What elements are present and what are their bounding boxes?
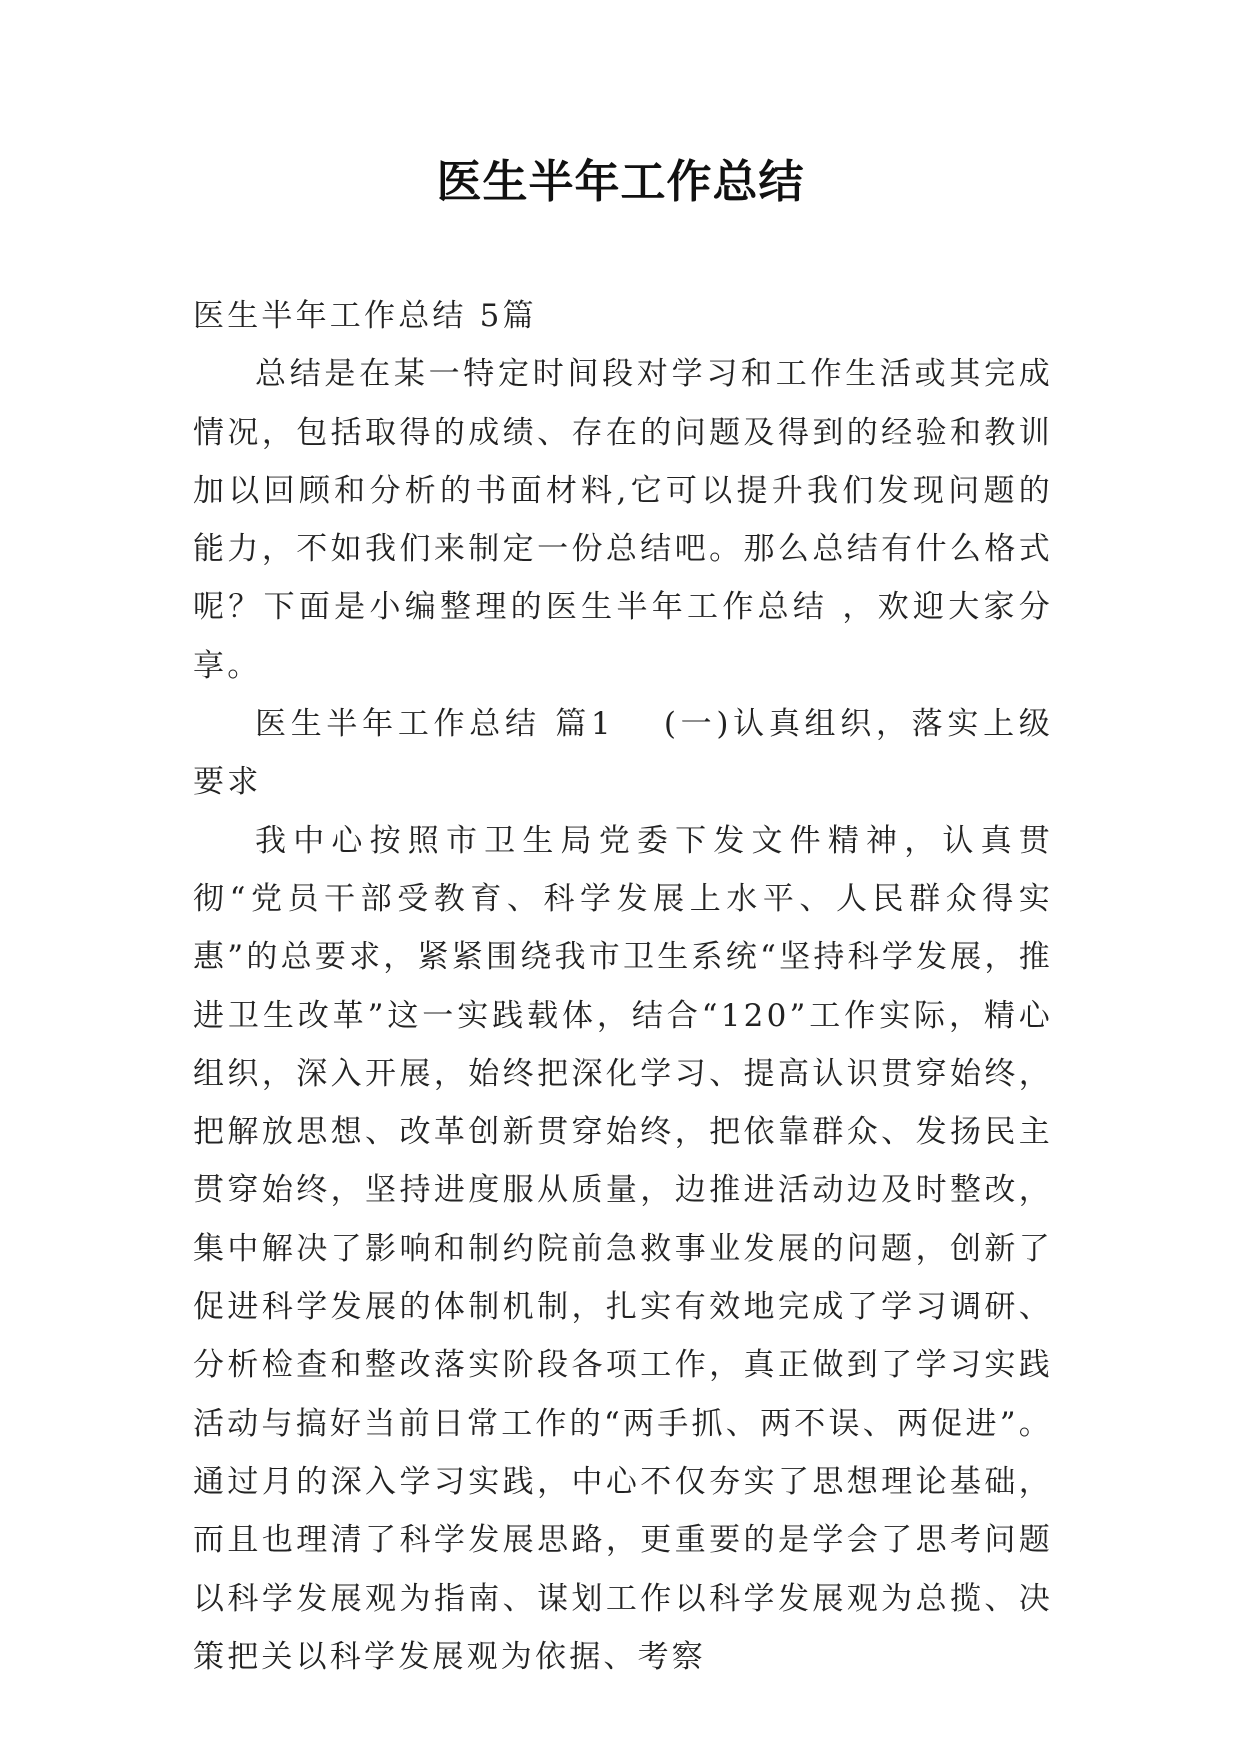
section-label: 医生半年工作总结 篇1 <box>255 706 614 743</box>
section-heading-line <box>193 695 1053 812</box>
section-body-paragraph: 我中心按照市卫生局党委下发文件精神，认真贯彻“党员干部受教育、科学发展上水平、人民群众得实惠”的总要求，紧紧围绕我市卫生系统“坚持科学发展，推进卫生改革”这一实践载体，结合“120”工作实际，精心组织，深入开展，始终把深化学习、提高认识贯穿始终，把解放思想、改革创新贯穿始终，把依靠群众、发扬民主贯穿始终，坚持进度服从质量，边推进活动边及时整改，集中解决了影响和制约院前急救事业发展的问题，创新了促进科学发展的体制机制，扎实有效地完成了学习调研、分析检查和整改落实阶段各项工作，真正做到了学习实践活动与搞好当前日常工作的“两手抓、两不误、两促进”。通过月的深入学习实践，中心不仅夯实了思想理论基础，而且也理清了科学发展思路，更重要的是学会了思考问题以科学发展观为指南、谋划工作以科学发展观为总揽、决策把关以科学发展观为依据、考察 <box>193 822 1053 1675</box>
intro-paragraph: 总结是在某一特定时间段对学习和工作生活或其完成情况，包括取得的成绩、存在的问题及得到的经验和教训加以回顾和分析的书面材料,它可以提升我们发现问题的能力，不如我们来制定一份总结吧。那么总结有什么格式呢？下面是小编整理的医生半年工作总结 ，欢迎大家分享。 <box>193 356 1053 684</box>
document-title: 医生半年工作总结 <box>436 155 805 208</box>
document-subtitle: 医生半年工作总结 5篇 <box>193 298 537 334</box>
document-body <box>193 287 1053 1686</box>
section-heading: (一)认真组织，落实上级要求 <box>193 706 1053 801</box>
